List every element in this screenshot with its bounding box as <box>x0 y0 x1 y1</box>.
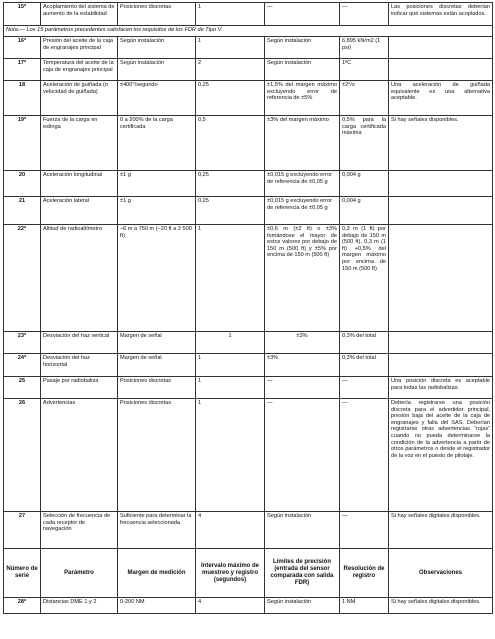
header-interval: Intervalo máximo de muestreo y registro (segundos) <box>196 549 265 598</box>
table-row <box>4 171 493 197</box>
interval-cell: 1 <box>196 3 265 26</box>
parameter-cell: Fuerza de la carga en eslinga <box>41 116 118 171</box>
parameter-cell: Desviación del haz horizontal <box>41 354 118 377</box>
row-number: 20 <box>4 171 41 197</box>
table-row <box>4 598 493 614</box>
row-number: 19* <box>4 116 41 171</box>
resolution-cell: — <box>340 399 389 512</box>
interval-cell: 0,5 <box>196 116 265 171</box>
interval-cell: 0,25 <box>196 171 265 197</box>
parameter-cell: Aceleración de guiñada (o velocidad de guiñada) <box>41 81 118 116</box>
table-row <box>4 3 493 26</box>
range-cell: 0 a 200% de la carga certificada <box>118 116 196 171</box>
row-number: 23* <box>4 332 41 354</box>
header-observations: Observaciones <box>389 549 493 598</box>
precision-cell: ±0,015 g excluyendo error de referencia de ±0,05 g <box>265 197 340 225</box>
observations-cell: Una aceleración de guiñada equivalente es una alternativa aceptable. <box>389 81 493 116</box>
header-precision: Límites de precisión (entrada del sensor comparada con salida FDR) <box>265 549 340 598</box>
row-number: 24* <box>4 354 41 377</box>
resolution-cell: 0,3 m (1 ft) por debajo de 150 m (500 ft), 0,3 m (1 ft) +0,5% del margen máximo por encima de 150 m (500 ft) <box>340 225 389 332</box>
row-number: 16* <box>4 37 41 59</box>
parameter-cell: Temperatura del aceite de la caja de engranajes principal <box>41 59 118 81</box>
precision-cell: Según instalación <box>265 37 340 59</box>
interval-cell: 4 <box>196 598 265 614</box>
interval-cell: 1 <box>196 37 265 59</box>
resolution-cell: 0,3% del total <box>340 332 389 354</box>
observations-cell <box>389 354 493 377</box>
header-row <box>4 549 493 598</box>
table-row <box>4 197 493 225</box>
parameter-cell: Desviación del haz vertical <box>41 332 118 354</box>
observations-cell <box>389 332 493 354</box>
resolution-cell: 0,004 g <box>340 171 389 197</box>
observations-cell: Las posiciones discretas deberían indicar qué sistemas están acoplados. <box>389 3 493 26</box>
precision-cell: Según instalación <box>265 59 340 81</box>
resolution-cell: 0,3% del total <box>340 354 389 377</box>
interval-cell: 0,25 <box>196 197 265 225</box>
observations-cell: Si hay señales digitales disponibles. <box>389 512 493 549</box>
range-cell: –6 m a 750 m (–20 ft a 2 500 ft) <box>118 225 196 332</box>
row-number: 25 <box>4 377 41 399</box>
interval-cell: 1 <box>196 332 265 354</box>
observations-cell: Si hay señales disponibles. <box>389 116 493 171</box>
observations-cell <box>389 197 493 225</box>
range-cell: Margen de señal <box>118 354 196 377</box>
table-row <box>4 512 493 549</box>
header-resolution: Resolución de registro <box>340 549 389 598</box>
note-row <box>4 26 493 37</box>
resolution-cell: — <box>340 3 389 26</box>
parameter-cell: Acoplamiento del sistema de aumento de la estabilidad <box>41 3 118 26</box>
table-row <box>4 59 493 81</box>
row-number: 27 <box>4 512 41 549</box>
parameter-cell: Aceleración longitudinal <box>41 171 118 197</box>
parameter-cell: Presión del aceite de la caja de engranajes principal <box>41 37 118 59</box>
table-row <box>4 354 493 377</box>
row-number: 18 <box>4 81 41 116</box>
parameters-table <box>3 2 493 614</box>
range-cell: ±1 g <box>118 197 196 225</box>
range-cell: Margen de señal <box>118 332 196 354</box>
interval-cell: 0,25 <box>196 81 265 116</box>
observations-cell <box>389 225 493 332</box>
interval-cell: 1 <box>196 225 265 332</box>
row-number: 15* <box>4 3 41 26</box>
table-row <box>4 332 493 354</box>
observations-cell <box>389 59 493 81</box>
precision-cell: — <box>265 3 340 26</box>
row-number: 17* <box>4 59 41 81</box>
parameter-cell: Pasaje por radiobaliza <box>41 377 118 399</box>
precision-cell: Según instalación <box>265 512 340 549</box>
interval-cell: 4 <box>196 512 265 549</box>
range-cell: 0-200 NM <box>118 598 196 614</box>
precision-cell: ±1,5% del margen máximo excluyendo error de referencia de ±5% <box>265 81 340 116</box>
observations-cell: Si hay señales digitales disponibles. <box>389 598 493 614</box>
precision-cell: ±3% <box>265 354 340 377</box>
header-range: Margen de medición <box>118 549 196 598</box>
range-cell: ±1 g <box>118 171 196 197</box>
resolution-cell: ±2°/s <box>340 81 389 116</box>
observations-cell <box>389 37 493 59</box>
table-row <box>4 399 493 512</box>
header-parameter: Parámetro <box>41 549 118 598</box>
resolution-cell: 0,5% para la carga certificada máxima <box>340 116 389 171</box>
header-number: Número de serie <box>4 549 41 598</box>
row-number: 22* <box>4 225 41 332</box>
row-number: 21 <box>4 197 41 225</box>
range-cell: Posiciones discretas <box>118 377 196 399</box>
resolution-cell: — <box>340 512 389 549</box>
parameter-cell: Aceleración lateral <box>41 197 118 225</box>
interval-cell: 1 <box>196 377 265 399</box>
range-cell: Suficiente para determinar la frecuencia seleccionada <box>118 512 196 549</box>
precision-cell: ±0,6 m (±2 ft) o ±3% tomándose el mayor de estos valores por debajo de 150 m (500 ft) y ±5% por encima de 150 m (500 ft) <box>265 225 340 332</box>
range-cell: Según instalación <box>118 37 196 59</box>
resolution-cell: — <box>340 377 389 399</box>
precision-cell: ±3% del margen máximo <box>265 116 340 171</box>
precision-cell: — <box>265 399 340 512</box>
range-cell: ±400°/segundo <box>118 81 196 116</box>
table-note: Nota.— Los 15 parámetros precedentes satisfacen los requisitos de los FDR de Tipo V. <box>4 26 493 37</box>
range-cell: Posiciones discretas <box>118 3 196 26</box>
resolution-cell: 1ºC <box>340 59 389 81</box>
resolution-cell: 1 NM <box>340 598 389 614</box>
observations-cell: Una posición discreta es aceptable para todas las radiobalizas. <box>389 377 493 399</box>
resolution-cell: 6,895 kN/m2 (1 psi) <box>340 37 389 59</box>
precision-cell: ±3% <box>265 332 340 354</box>
precision-cell: — <box>265 377 340 399</box>
interval-cell: 1 <box>196 354 265 377</box>
precision-cell: ±0,015 g excluyendo error de referencia de ±0,05 g <box>265 171 340 197</box>
parameter-cell: Altitud de radioaltímetro <box>41 225 118 332</box>
range-cell: Según instalación <box>118 59 196 81</box>
table-row <box>4 116 493 171</box>
table-row <box>4 225 493 332</box>
range-cell: Posiciones discretas <box>118 399 196 512</box>
interval-cell: 2 <box>196 59 265 81</box>
observations-cell: Debería registrarse una posición discreta para el advertidor principal, presión baja del aceite de la caja de engranajes y falla del SAS. Deberían registrarse otras advertencias “rojas” cuando no pueda determinarse la condición de la advertencia a partir de otros parámetros o desde el registrador de la voz en el puesto de pilotaje. <box>389 399 493 512</box>
parameter-cell: Selección de frecuencia de cada receptor de navegación <box>41 512 118 549</box>
table-row <box>4 37 493 59</box>
observations-cell <box>389 171 493 197</box>
interval-cell: 1 <box>196 399 265 512</box>
resolution-cell: 0,004 g <box>340 197 389 225</box>
table-row <box>4 81 493 116</box>
row-number: 26 <box>4 399 41 512</box>
precision-cell: Según instalación <box>265 598 340 614</box>
table-row <box>4 377 493 399</box>
row-number: 28* <box>4 598 41 614</box>
parameter-cell: Distancias DME 1 y 2 <box>41 598 118 614</box>
parameter-cell: Advertencias <box>41 399 118 512</box>
